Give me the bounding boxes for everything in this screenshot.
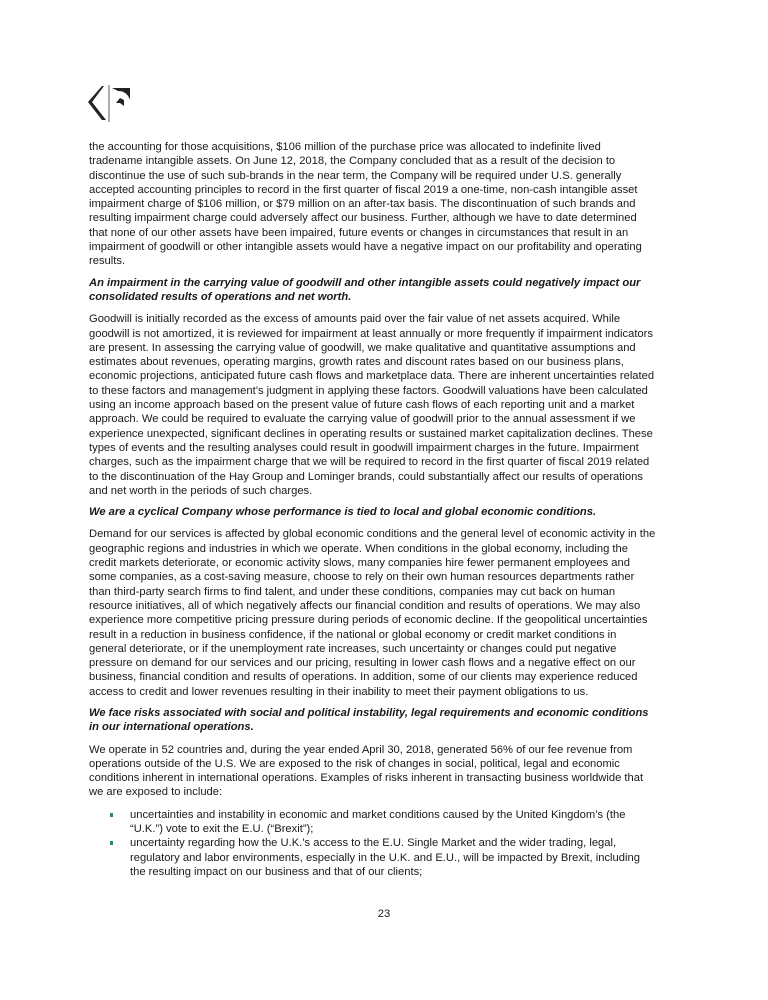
- text-line: the accounting for those acquisitions, $106 million of the purchase price was allocated to indefinite lived: [89, 141, 601, 153]
- text-line: pressure on demand for our services and our pricing, resulting in lower cash flows and a negative effect on our: [89, 657, 636, 670]
- text-line: operations outside of the U.S. We are exposed to the risk of changes in social, political, legal and economic: [89, 757, 620, 770]
- text-line: to these factors and management’s judgment in applying these factors. Goodwill valuations have been calculated: [89, 384, 648, 397]
- paragraph-goodwill-intro: [89, 140, 689, 269]
- text-line: the resulting impact on our business and that of our clients;: [130, 865, 423, 878]
- text-line: An impairment in the carrying value of goodwill and other intangible assets could negatively impact our: [89, 276, 641, 289]
- text-line: Goodwill is initially recorded as the excess of amounts paid over the fair value of net assets acquired. While: [89, 313, 621, 326]
- text-line: approach. We could be required to evaluate the carrying value of goodwill prior to the annual assessment if we: [89, 413, 636, 426]
- text-line: and net worth in the periods of such charges.: [89, 484, 313, 497]
- paragraph-goodwill: [89, 312, 689, 498]
- document-body: [89, 140, 689, 879]
- text-line: than third-party search firms to find talent, and under these conditions, companies may cut back on human: [89, 585, 616, 598]
- text-line: discontinue the use of such sub-brands in the near term, the Company will be required under U.S. generally: [89, 169, 622, 182]
- text-line: impairment charge of $106 million, or $79 million on an after-tax basis. The discontinuation of such brands and: [89, 198, 636, 211]
- text-line: general deteriorate, or if the unemployment rate increases, such uncertainty or changes could put negative: [89, 642, 617, 655]
- paragraph-economic-conditions: [89, 527, 689, 699]
- text-line: tradename intangible assets. On June 12, 2018, the Company concluded that as a result of the decision to: [89, 155, 616, 168]
- text-line: “U.K.”) vote to exit the E.U. (“Brexit”);: [130, 823, 314, 836]
- bullet-item: [89, 836, 689, 879]
- bullet-item: [89, 808, 689, 837]
- text-line: that none of our other assets have been impaired, future events or changes in circumstances that result in an: [89, 226, 629, 239]
- text-line: using an income approach based on the present value of future cash flows of each reporting unit and a market: [89, 399, 635, 412]
- text-line: to the discontinuation of the Hay Group and Lominger brands, could substantially affect our results of operations: [89, 470, 643, 483]
- text-line: result in a reduction in business confidence, if the national or global economy or credit market conditions in: [89, 628, 617, 641]
- text-line: charges, such as the impairment charge that we will be required to record in the first quarter of fiscal 2019 related: [89, 456, 650, 469]
- paragraph-international-operations: [89, 743, 689, 800]
- text-line: credit markets deteriorate, or economic activity slows, many companies hire fewer permanent employees and: [89, 557, 630, 570]
- text-line: we are exposed to include:: [89, 786, 223, 799]
- text-line: We are a cyclical Company whose performance is tied to local and global economic conditions.: [89, 506, 597, 519]
- bullet-square-icon: [110, 813, 113, 817]
- text-line: estimates about revenues, operating margins, growth rates and discount rates based on our business plans,: [89, 356, 624, 369]
- text-line: results.: [89, 255, 126, 268]
- text-line: We face risks associated with social and political instability, legal requirements and economic conditions: [89, 706, 649, 719]
- text-line: We operate in 52 countries and, during the year ended April 30, 2018, generated 56% of our fee revenue from: [89, 743, 633, 756]
- text-line: regulatory and labor environments, especially in the U.K. and E.U., will be impacted by Brexit, including: [130, 851, 640, 864]
- text-line: accepted accounting principles to record in the first quarter of fiscal 2019 a one-time, non-cash intangible asset: [89, 183, 638, 196]
- text-line: business, financial condition and results of operations. In addition, some of our clients may experience reduced: [89, 671, 638, 684]
- text-line: some companies, as a cost-saving measure, choose to rely on their own human resources departments rather: [89, 571, 635, 584]
- text-line: uncertainties and instability in economic and market conditions caused by the United Kingdom’s (the: [130, 808, 626, 821]
- text-line: goodwill is not amortized, it is reviewed for impairment at least annually or more frequently if impairment indicators: [89, 327, 653, 340]
- risk-bullet-list: [89, 808, 689, 879]
- text-line: impairment of goodwill or other intangible assets would have a negative impact on our profitability and operating: [89, 241, 642, 254]
- text-line: experience unexpected, significant declines in operating results or sustained market capitalization declines. These: [89, 427, 653, 440]
- text-line: geographic regions and industries in which we operate. When conditions in the global economy, including the: [89, 542, 628, 555]
- text-line: access to credit and lower revenues resulting in their inability to meet their payment obligations to us.: [89, 685, 589, 698]
- text-line: in our international operations.: [89, 721, 254, 734]
- text-line: uncertainty regarding how the U.K.’s access to the E.U. Single Market and the wider trading, legal,: [130, 837, 617, 850]
- text-line: consolidated results of operations and net worth.: [89, 290, 352, 303]
- heading-cyclical-risk: [89, 505, 689, 519]
- bullet-square-icon: [110, 841, 113, 845]
- company-logo: [88, 84, 136, 124]
- text-line: conditions inherent in international operations. Examples of risks inherent in transacting business worldwide that: [89, 772, 644, 785]
- text-line: economic projections, anticipated future cash flows and marketplace data. There are inherent uncertainties related: [89, 370, 655, 383]
- text-line: are present. In assessing the carrying value of goodwill, we make qualitative and quantitative assumptions and: [89, 341, 636, 354]
- text-line: Demand for our services is affected by global economic conditions and the general level of economic activity in the: [89, 528, 656, 541]
- text-line: resulting impairment charge could adversely affect our business. Further, although we have to date determined: [89, 212, 637, 225]
- text-line: resource initiatives, all of which negatively affects our financial condition and results of operations. We may also: [89, 599, 641, 612]
- text-line: experience more competitive pricing pressure during periods of economic decline. If the geopolitical uncertainties: [89, 614, 648, 627]
- page-number: 23: [377, 908, 391, 920]
- heading-international-risk: [89, 706, 689, 735]
- heading-impairment-risk: [89, 276, 689, 305]
- text-line: types of events and the resulting analyses could result in goodwill impairment charges in the future. Impairment: [89, 441, 639, 454]
